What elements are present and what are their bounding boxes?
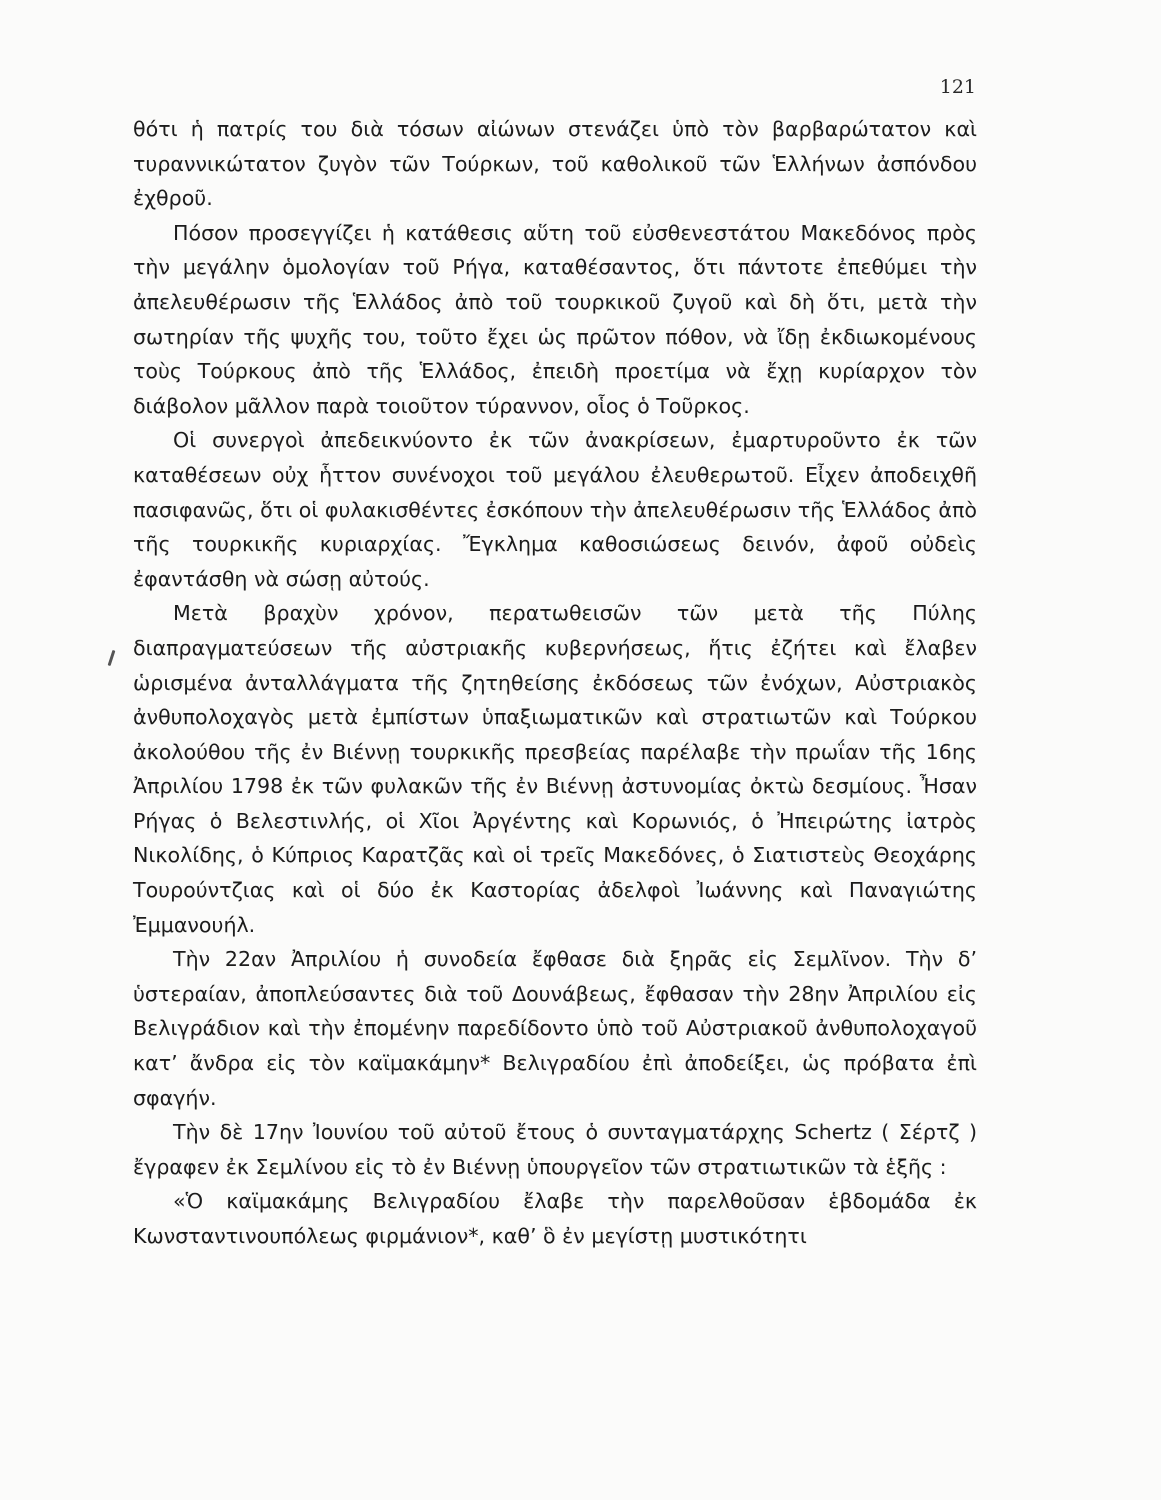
margin-pen-mark bbox=[108, 650, 116, 666]
paragraph-5: Τὴν 22αν Ἀπριλίου ἡ συνοδεία ἔφθασε διὰ ξηρᾶς εἰς Σεμλῖνον. Τὴν δ’ ὑστεραίαν, ἀποπλεύσαντες διὰ τοῦ Δουνάβεως, ἔφθασαν τὴν 28ην Ἀπριλίου εἰς Βελιγράδιον καὶ τὴν ἐπομένην παρεδίδοντο ὑπὸ τοῦ Αὐστριακοῦ ἀνθυπολοχαγοῦ κατ’ ἄνδρα εἰς τὸν καϊμακάμην* Βελιγραδίου ἐπὶ ἀποδείξει, ὡς πρόβατα ἐπὶ σφαγήν. bbox=[133, 947, 977, 1110]
paragraph-7: «Ὁ καϊμακάμης Βελιγραδίου ἔλαβε τὴν παρελθοῦσαν ἑβδομάδα ἐκ Κωνσταντινουπόλεως φιρμάνιον*, καθ’ ὃ ἐν μεγίστῃ μυστικότητι bbox=[133, 1189, 977, 1248]
paragraph-4: Μετὰ βραχὺν χρόνον, περατωθεισῶν τῶν μετὰ τῆς Πύλης διαπραγματεύσεων τῆς αὐστριακῆς κυβερνήσεως, ἥτις ἐζήτει καὶ ἔλαβεν ὡρισμένα ἀνταλλάγματα τῆς ζητηθείσης ἐκδόσεως τῶν ἐνόχων, Αὐστριακὸς ἀνθυπολοχαγὸς μετὰ ἐμπίστων ὑπαξιωματικῶν καὶ στρατιωτῶν καὶ Τούρκου ἀκολούθου τῆς ἐν Βιέννῃ τουρκικῆς πρεσβείας παρέλαβε τὴν πρωΐαν τῆς 16ης Ἀπριλίου 1798 ἐκ τῶν φυλακῶν τῆς ἐν Βιέννῃ ἀστυνομίας ὀκτὼ δεσμίους. Ἦσαν Ρήγας ὁ Βελεστινλής, οἱ Χῖοι Ἀργέντης καὶ Κορωνιός, ὁ Ἠπειρώτης ἰατρὸς Νικολίδης, ὁ Κύπριος Καρατζᾶς καὶ οἱ τρεῖς Μακεδόνες, ὁ Σιατιστεὺς Θεοχάρης Τουρούντζιας καὶ οἱ δύο ἐκ Καστορίας ἀδελφοὶ Ἰωάννης καὶ Παναγιώτης Ἐμμανουήλ. bbox=[133, 601, 977, 937]
body-text bbox=[133, 112, 977, 1254]
paragraph-3: Οἱ συνεργοὶ ἀπεδεικνύοντο ἐκ τῶν ἀνακρίσεων, ἐμαρτυροῦντο ἐκ τῶν καταθέσεων οὐχ ἧττον συνένοχοι τοῦ μεγάλου ἐλευθερωτοῦ. Εἶχεν ἀποδειχθῆ πασιφανῶς, ὅτι οἱ φυλακισθέντες ἐσκόπουν τὴν ἀπελευθέρωσιν τῆς Ἑλλάδος ἀπὸ τῆς τουρκικῆς κυριαρχίας. Ἔγκλημα καθοσιώσεως δεινόν, ἀφοῦ οὐδεὶς ἐφαντάσθη νὰ σώσῃ αὐτούς. bbox=[133, 428, 977, 591]
paragraph-6: Τὴν δὲ 17ην Ἰουνίου τοῦ αὐτοῦ ἔτους ὁ συνταγματάρχης Schertz ( Σέρτζ ) ἔγραφεν ἐκ Σεμλίνου εἰς τὸ ἐν Βιέννῃ ὑπουργεῖον τῶν στρατιωτικῶν τὰ ἑξῆς : bbox=[133, 1120, 977, 1179]
page-number: 121 bbox=[939, 76, 976, 98]
paragraph-1: θότι ἡ πατρίς του διὰ τόσων αἰώνων στενάζει ὑπὸ τὸν βαρβαρώτατον καὶ τυραννικώτατον ζυγὸν τῶν Τούρκων, τοῦ καθολικοῦ τῶν Ἑλλήνων ἀσπόνδου ἐχθροῦ. bbox=[133, 117, 977, 211]
paragraph-2: Πόσον προσεγγίζει ἡ κατάθεσις αὕτη τοῦ εὐσθενεστάτου Μακεδόνος πρὸς τὴν μεγάλην ὁμολογίαν τοῦ Ρήγα, καταθέσαντος, ὅτι πάντοτε ἐπεθύμει τὴν ἀπελευθέρωσιν τῆς Ἑλλάδος ἀπὸ τοῦ τουρκικοῦ ζυγοῦ καὶ δὴ ὅτι, μετὰ τὴν σωτηρίαν τῆς ψυχῆς του, τοῦτο ἔχει ὡς πρῶτον πόθον, νὰ ἴδῃ ἐκδιωκομένους τοὺς Τούρκους ἀπὸ τῆς Ἑλλάδος, ἐπειδὴ προετίμα νὰ ἔχῃ κυρίαρχον τὸν διάβολον μᾶλλον παρὰ τοιοῦτον τύραννον, οἷος ὁ Τοῦρκος. bbox=[133, 220, 977, 418]
